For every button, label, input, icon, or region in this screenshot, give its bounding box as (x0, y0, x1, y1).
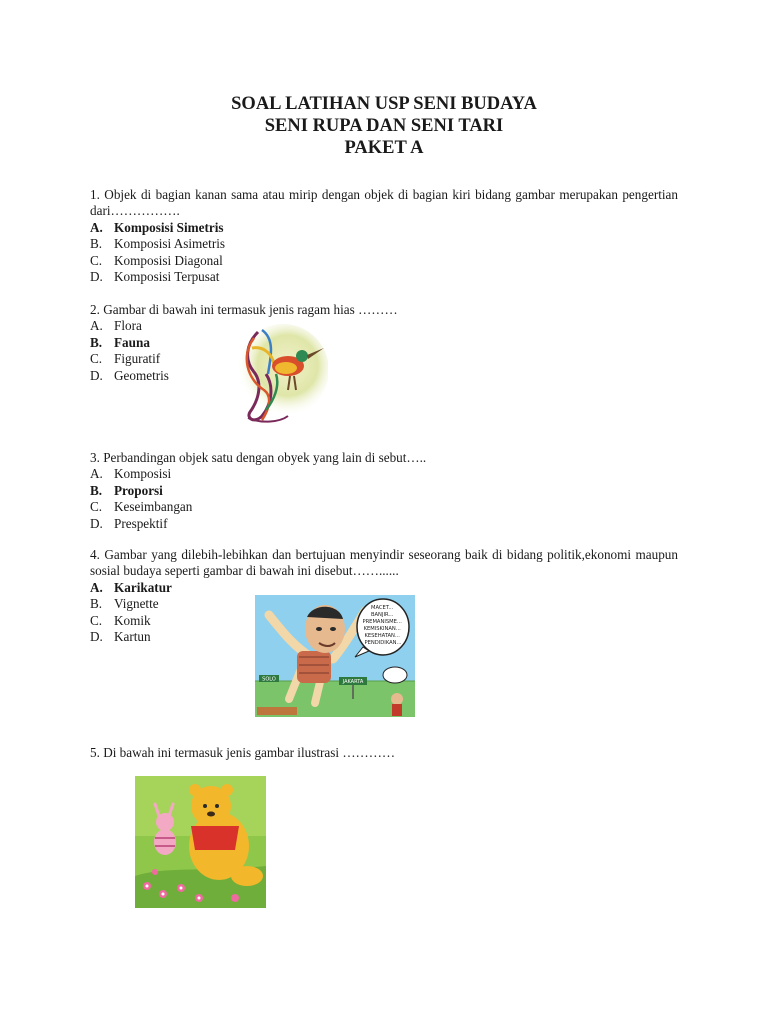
sign-right-text: JAKARTA (342, 679, 364, 685)
option-1c: C. Komposisi Diagonal (90, 252, 223, 268)
option-1a: A. Komposisi Simetris (90, 219, 224, 235)
question-4-text: 4. Gambar yang dilebih-lebihkan dan bertujuan menyindir seseorang baik di bidang politik,ekonomi maupun sosial budaya seperti gambar di bawah ini disebut……...... (90, 547, 678, 579)
option-3b: B. Proporsi (90, 482, 163, 498)
sign-left-text: SOLO (262, 676, 276, 683)
speech-bubble-text: MACET... BANJIR... PREMANISME... KEMISKINAN... KESEHATAN... PENDIDIKAN... (362, 605, 402, 646)
option-1b: B. Komposisi Asimetris (90, 236, 226, 252)
title-line-3: PAKET A (344, 138, 424, 158)
option-4b: B. Vignette (90, 596, 159, 612)
question-1-options (90, 220, 678, 286)
question-3-options (90, 466, 678, 532)
question-3 (90, 450, 678, 532)
option-2d: D. Geometris (90, 367, 169, 383)
question-2 (90, 302, 678, 384)
option-2c: C. Figuratif (90, 351, 161, 367)
question-5-text: 5. Di bawah ini termasuk jenis gambar ilustrasi ………… (90, 745, 396, 760)
title-line-1: SOAL LATIHAN USP SENI BUDAYA (231, 94, 537, 114)
question-3-text: 3. Perbandingan objek satu dengan obyek yang lain di sebut….. (90, 450, 427, 465)
option-4c: C. Komik (90, 612, 151, 628)
option-1d: D. Komposisi Terpusat (90, 269, 220, 285)
question-1-text: 1. Objek di bagian kanan sama atau mirip dengan objek di bagian kiri bidang gambar merupakan pengertian dari……………. (90, 187, 678, 219)
option-3c: C. Keseimbangan (90, 499, 193, 515)
option-2b: B. Fauna (90, 334, 150, 350)
option-3d: D. Prespektif (90, 515, 168, 531)
title-line-2: SENI RUPA DAN SENI TARI (264, 116, 504, 136)
illustration-image (135, 776, 266, 908)
question-2-text: 2. Gambar di bawah ini termasuk jenis ragam hias ……… (90, 302, 398, 317)
question-2-options (90, 318, 678, 384)
option-3a: A. Komposisi (90, 466, 172, 482)
option-4d: D. Kartun (90, 629, 151, 645)
question-1 (90, 187, 678, 285)
bird-ornament-image (228, 320, 328, 428)
caricature-image (255, 595, 415, 717)
question-5 (90, 745, 678, 761)
document-title (0, 93, 768, 159)
option-4a: A. Karikatur (90, 579, 172, 595)
option-2a: A. Flora (90, 318, 142, 334)
